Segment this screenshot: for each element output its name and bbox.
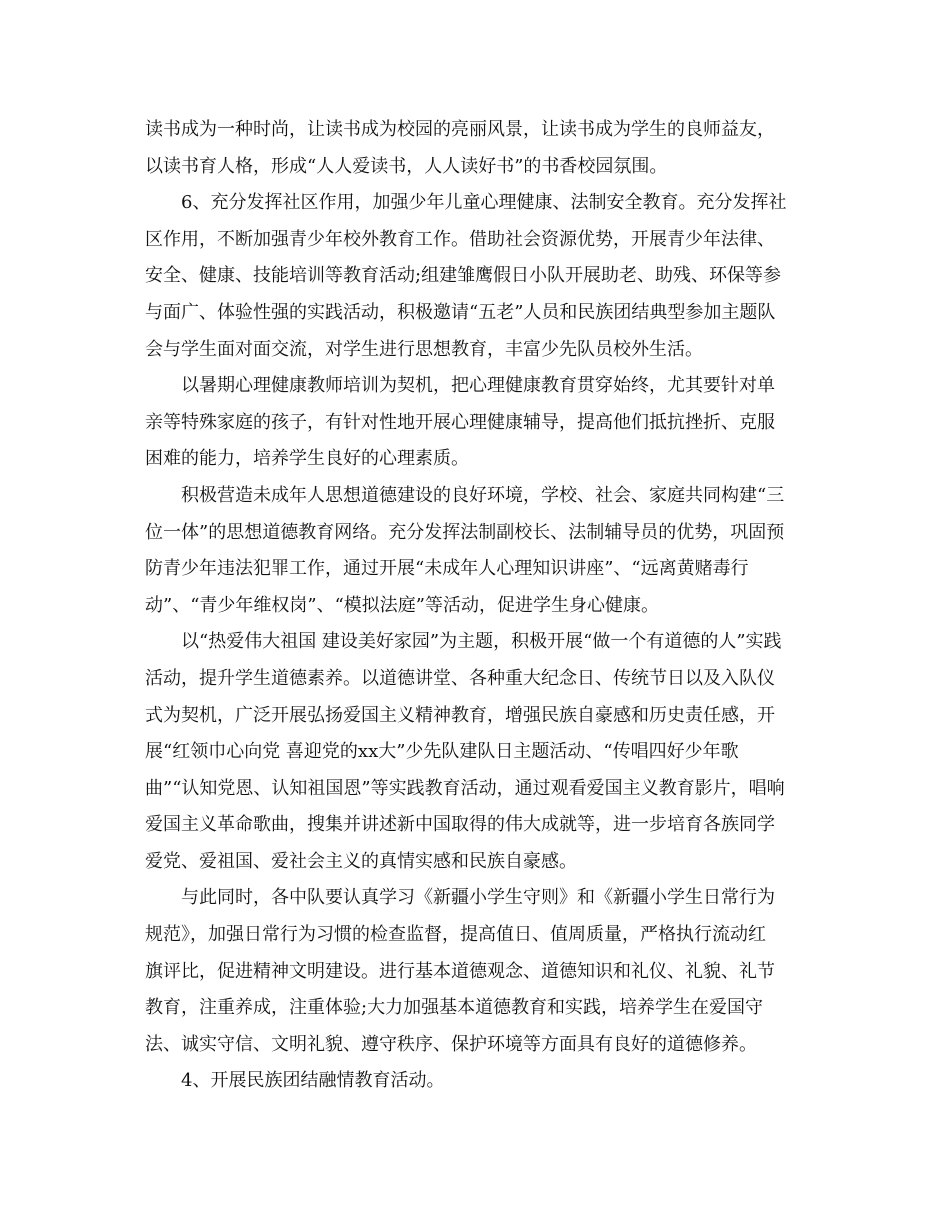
text-line: 读书成为一种时尚，让读书成为校园的亮丽风景，让读书成为学生的良师益友， (145, 119, 775, 140)
text-line: 爱国主义革命歌曲，搜集并讲述新中国取得的伟大成就等，进一步培育各族同学 (145, 814, 775, 836)
text-line: 位一体”的思想道德教育网络。充分发挥法制副校长、法制辅导员的优势，巩固预 (145, 521, 785, 543)
body-text (145, 112, 815, 1100)
text-line: 6、充分发挥社区作用，加强少年儿童心理健康、法制安全教育。充分发挥社 (181, 192, 787, 214)
text-line: 以读书育人格，形成“人人爱读书，人人读好书”的书香校园氛围。 (145, 155, 668, 177)
text-line: 爱党、爱祖国、爱社会主义的真情实感和民族自豪感。 (145, 850, 577, 872)
text-line: 以暑期心理健康教师培训为契机，把心理健康教育贯穿始终，尤其要针对单 (181, 375, 775, 397)
text-line: 旗评比，促进精神文明建设。进行基本道德观念、道德知识和礼仪、礼貌、礼节 (145, 960, 775, 982)
text-line: 与面广、体验性强的实践活动，积极邀请“五老”人员和民族团结典型参加主题队 (145, 301, 776, 323)
text-line: 4、开展民族团结融情教育活动。 (181, 1070, 445, 1092)
text-line: 防青少年违法犯罪工作，通过开展“未成年人心理知识讲座”、“远离黄赌毒行 (145, 558, 749, 580)
text-line: 法、诚实守信、文明礼貌、遵守秩序、保护环境等方面具有良好的道德修养。 (145, 1033, 757, 1055)
text-line: 会与学生面对面交流，对学生进行思想教育，丰富少先队员校外生活。 (145, 338, 703, 360)
text-line: 式为契机，广泛开展弘扬爱国主义精神教育，增强民族自豪感和历史责任感，开 (145, 704, 775, 726)
text-line: 规范》，加强日常行为习惯的检查监督，提高值日、值周质量，严格执行流动红 (145, 924, 766, 946)
text-line: 动”、“青少年维权岗”、“模拟法庭”等活动，促进学生身心健康。 (145, 594, 660, 616)
text-line: 安全、健康、技能培训等教育活动;组建雏鹰假日小队开展助老、助残、环保等参 (145, 265, 782, 287)
text-line: 教育，注重养成，注重体验;大力加强基本道德教育和实践，培养学生在爱国守 (145, 997, 764, 1019)
text-line: 积极营造未成年人思想道德建设的良好环境，学校、社会、家庭共同构建“三 (181, 484, 785, 506)
text-line: 区作用，不断加强青少年校外教育工作。借助社会资源优势，开展青少年法律、 (145, 228, 775, 250)
text-line: 曲”“认知党恩、认知祖国恩”等实践教育活动，通过观看爱国主义教育影片，唱响 (145, 777, 785, 799)
text-line: 展“红领巾心向党 喜迎党的xx大”少先队建队日主题活动、“传唱四好少年歌 (145, 741, 739, 763)
text-line: 以“热爱伟大祖国 建设美好家园”为主题，积极开展“做一个有道德的人”实践 (181, 631, 782, 653)
text-line: 困难的能力，培养学生良好的心理素质。 (145, 448, 469, 470)
text-line: 与此同时，各中队要认真学习《新疆小学生守则》和《新疆小学生日常行为 (181, 887, 775, 909)
text-line: 亲等特殊家庭的孩子，有针对性地开展心理健康辅导，提高他们抵抗挫折、克服 (145, 411, 775, 433)
text-line: 活动，提升学生道德素养。以道德讲堂、各种重大纪念日、传统节日以及入队仪 (145, 667, 775, 689)
